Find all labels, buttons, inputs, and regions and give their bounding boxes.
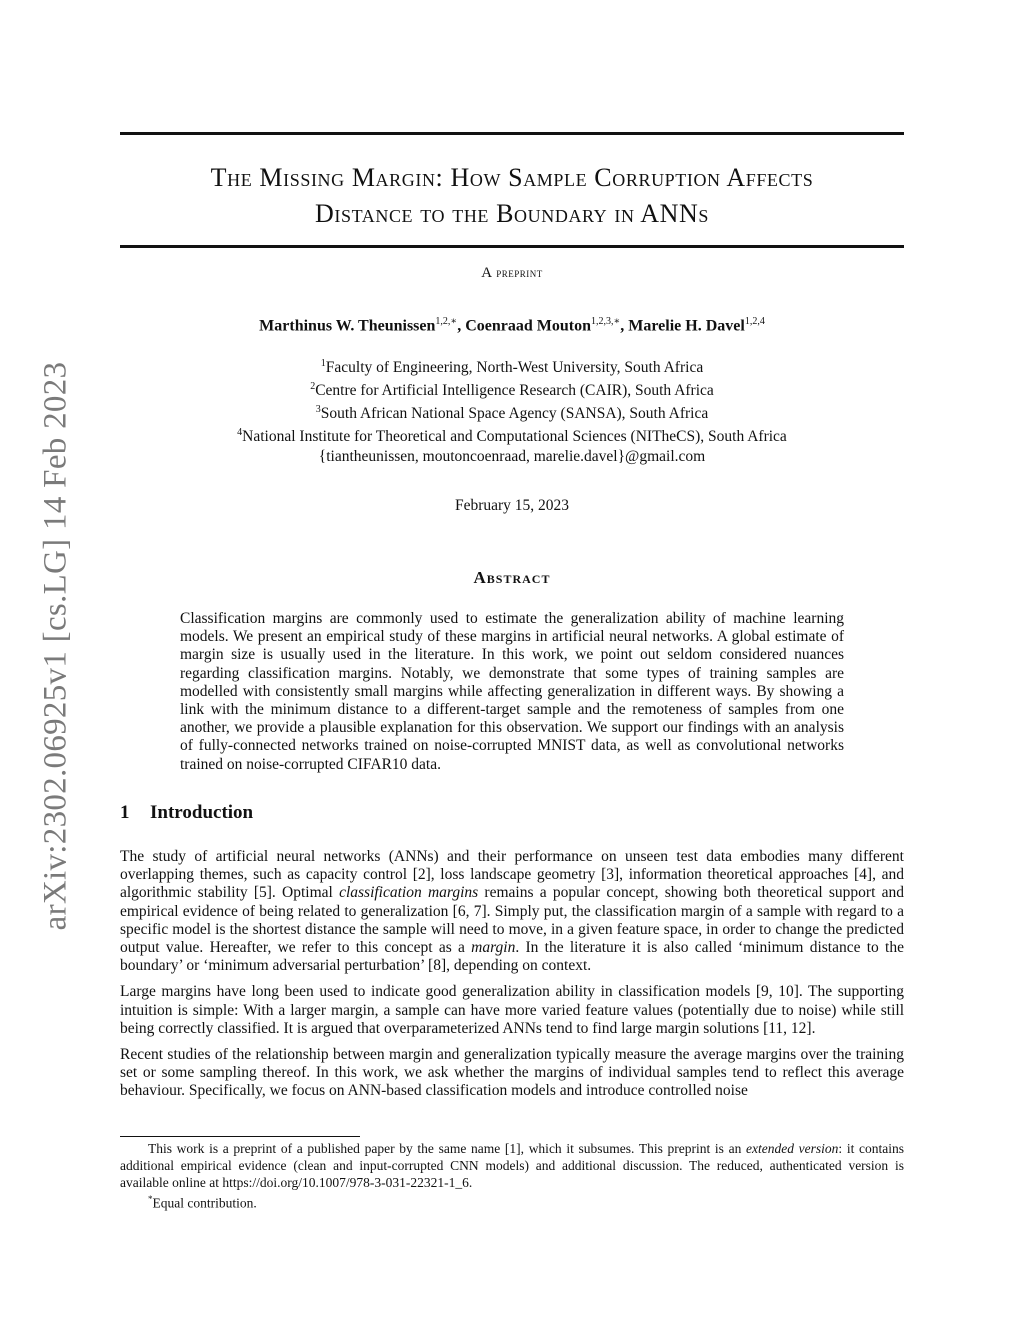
affiliations — [120, 354, 904, 466]
author-name: Marelie H. Davel — [628, 317, 745, 335]
preprint-label-initial: A — [481, 265, 493, 281]
affiliation-text: Faculty of Engineering, North-West University, South Africa — [325, 359, 704, 377]
emphasis-term: classification margins — [339, 884, 479, 902]
title-line-2: Distance to the Boundary in ANNs — [315, 199, 709, 228]
arxiv-identifier-stamp: arXiv:2302.06925v1 [cs.LG] 14 Feb 2023 — [37, 361, 74, 931]
author-list — [120, 316, 904, 335]
author-name: Coenraad Mouton — [465, 317, 591, 335]
footnote-mark: * — [148, 1194, 153, 1204]
title-line-1: The Missing Margin: How Sample Corruption Affects — [210, 163, 814, 192]
footnote-preprint — [120, 1140, 904, 1191]
section-number: 1 — [120, 802, 130, 823]
preprint-label — [120, 265, 904, 282]
footnotes — [120, 1140, 904, 1212]
abstract-text: Classification margins are commonly used to estimate the generalization ability of machine learning models. We present an empirical study of these margins in artificial neural networks. A global estimate of margin size is usually used in the literature. In this work, we point out seldom considered nuances regarding classification margins. Notably, we demonstrate that some types of training samples are modelled with consistently small margins while affecting generalization in different ways. By showing a link with the minimum distance to a different-target sample and the remoteness of samples from one another, we provide a plausible explanation for this observation. We support our findings with an analysis of fully-connected networks trained on noise-corrupted MNIST data, as well as convolutional networks trained on noise-corrupted CIFAR10 data. — [180, 610, 844, 773]
author-separator: , — [620, 317, 629, 335]
paragraph — [120, 848, 904, 975]
affiliation-number: 4 — [237, 427, 243, 439]
preprint-label-rest: preprint — [496, 265, 543, 280]
text-run: : it contains additional empirical evidence (clean and input-corrupted CNN models) and additional discussion. The reduced, authenticated version is available online at https://doi.org/10.1007/978-3-031-22321-1_6. — [120, 1141, 904, 1190]
title-bottom-rule — [120, 245, 904, 248]
affiliation-line — [120, 400, 904, 423]
title-top-rule — [120, 132, 904, 135]
author-emails: {tiantheunissen, moutoncoenraad, marelie.davel}@gmail.com — [318, 447, 706, 465]
affiliation-line — [120, 423, 904, 446]
text-run: . In the literature it is also called ‘minimum distance to the boundary’ or ‘minimum adversarial perturbation’ [8], depending on context. — [120, 939, 904, 975]
affiliation-text: National Institute for Theoretical and Computational Sciences (NITheCS), South Africa — [242, 428, 787, 446]
affiliation-line — [120, 377, 904, 400]
affiliation-number: 2 — [310, 381, 316, 393]
author-affiliation-marks: 1,2,∗ — [435, 316, 458, 327]
paper-title — [120, 160, 904, 232]
author-separator: , — [457, 317, 466, 335]
text-run: This work is a preprint of a published paper by the same name [1], which it subsumes. This preprint is an — [148, 1141, 747, 1156]
paragraph: Large margins have long been used to indicate good generalization ability in classification models [9, 10]. The supporting intuition is simple: With a larger margin, a sample can have more varied feature values (potentially due to noise) while still being correctly classified. It is argued that overparameterized ANNs tend to find large margin solutions [11, 12]. — [120, 983, 904, 1037]
author-name: Marthinus W. Theunissen — [259, 317, 436, 335]
section-title: Introduction — [150, 802, 254, 823]
section-heading-introduction — [120, 802, 253, 824]
emphasis-term: extended version — [746, 1141, 839, 1156]
abstract-heading: Abstract — [473, 568, 551, 587]
text-run: The study of artificial neural networks (ANNs) and their performance on unseen test data embodies many different overlapping themes, such as capacity control [2], loss landscape geometry [3], information theoretical approaches [4], and algorithmic stability [5]. Optimal — [120, 848, 904, 902]
paragraph: Recent studies of the relationship between margin and generalization typically measure the average margins over the training set or some sampling thereof. In this work, we ask whether the margins of individual samples tend to reflect this average behaviour. Specifically, we focus on ANN-based classification models and introduce controlled noise — [120, 1046, 904, 1100]
affiliation-text: Centre for Artificial Intelligence Research (CAIR), South Africa — [315, 382, 714, 400]
affiliation-number: 3 — [315, 404, 321, 416]
text-run: remains a popular concept, showing both theoretical support and empirical evidence of being related to generalization [6, 7]. Simply put, the classification margin of a sample with regard to a specific model is the shortest distance the sample will need to move, in a given feature space, in order to change the predicted output value. Hereafter, we refer to this concept as a — [120, 884, 904, 957]
author-affiliation-marks: 1,2,4 — [744, 316, 765, 327]
affiliation-line — [120, 354, 904, 377]
author-affiliation-marks: 1,2,3,∗ — [590, 316, 621, 327]
text-run: Equal contribution. — [152, 1195, 257, 1211]
emphasis-term: margin — [471, 939, 516, 957]
introduction-body — [120, 848, 904, 1109]
affiliation-text: South African National Space Agency (SANSA), South Africa — [320, 405, 709, 423]
footnote-rule — [120, 1136, 360, 1137]
footnote-equal-contribution — [120, 1191, 904, 1212]
paper-date: February 15, 2023 — [454, 497, 570, 514]
affiliation-number: 1 — [320, 358, 326, 369]
